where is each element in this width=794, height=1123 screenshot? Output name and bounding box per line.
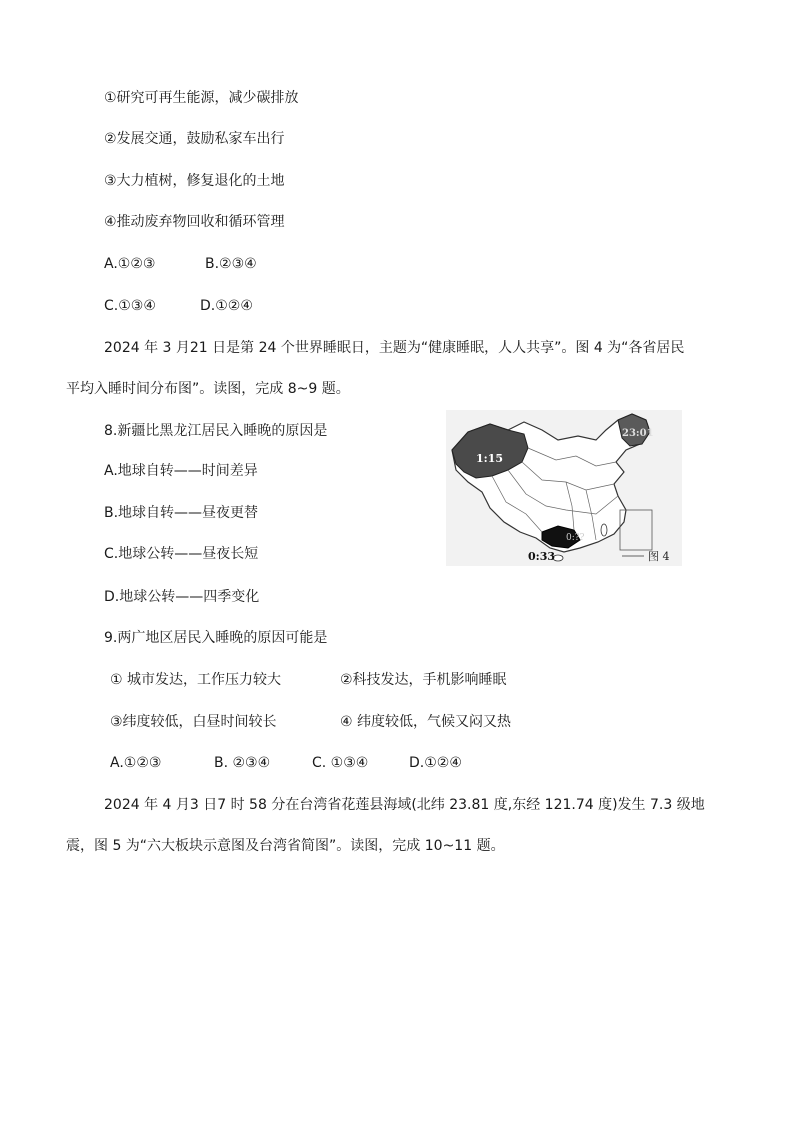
q7-answer-a: A.①②③ (104, 256, 156, 272)
figure-caption: 图 4 (648, 550, 670, 563)
q7-answer-c: C.①③④ (104, 298, 156, 314)
q7-option-2: ②发展交通，鼓励私家车出行 (104, 131, 285, 147)
q9-answer-a: A.①②③ (110, 755, 162, 771)
passage1-line1: 2024 年 3 月21 日是第 24 个世界睡眠日，主题为“健康睡眠，人人共享”。图 4 为“各省居民 (104, 340, 685, 356)
china-map-graphic (446, 410, 682, 566)
passage1-line2: 平均入睡时间分布图”。读图，完成 8~9 题。 (66, 381, 350, 397)
q9-stem: 9.两广地区居民入睡晚的原因可能是 (104, 630, 328, 646)
china-sleep-time-map (446, 410, 682, 566)
passage2-line1: 2024 年 4 月3 日7 时 58 分在台湾省花莲县海域(北纬 23.81 度,东经 121.74 度)发生 7.3 级地 (104, 797, 705, 813)
map-label-guangdong: 0:33 (528, 550, 556, 563)
q9-answer-c: C. ①③④ (312, 755, 369, 771)
q7-option-1: ①研究可再生能源，减少碳排放 (104, 90, 299, 106)
q8-option-d: D.地球公转——四季变化 (104, 589, 260, 605)
map-label-heilongjiang: 23:01 (622, 428, 654, 439)
q9-statement-4: ④ 纬度较低，气候又闷又热 (340, 714, 512, 730)
q8-option-c: C.地球公转——昼夜长短 (104, 546, 259, 562)
passage2-line2: 震，图 5 为“六大板块示意图及台湾省简图”。读图，完成 10~11 题。 (66, 838, 505, 854)
q9-statement-2: ②科技发达，手机影响睡眠 (340, 672, 507, 688)
q8-option-a: A.地球自转——时间差异 (104, 463, 258, 479)
q7-option-4: ④推动废弃物回收和循环管理 (104, 214, 285, 230)
taiwan-island (601, 524, 607, 536)
q9-statement-3: ③纬度较低，白昼时间较长 (110, 714, 277, 730)
q7-option-3: ③大力植树，修复退化的土地 (104, 173, 285, 189)
q8-stem: 8.新疆比黑龙江居民入睡晚的原因是 (104, 423, 328, 439)
q7-answer-d: D.①②④ (200, 298, 253, 314)
map-label-xinjiang: 1:15 (476, 452, 504, 465)
q9-statement-1: ① 城市发达，工作压力较大 (110, 672, 282, 688)
q9-answer-b: B. ②③④ (214, 755, 271, 771)
q8-option-b: B.地球自转——昼夜更替 (104, 505, 259, 521)
map-label-small: 0:?? (566, 533, 585, 543)
q9-answer-d: D.①②④ (409, 755, 462, 771)
q7-answer-b: B.②③④ (205, 256, 257, 272)
